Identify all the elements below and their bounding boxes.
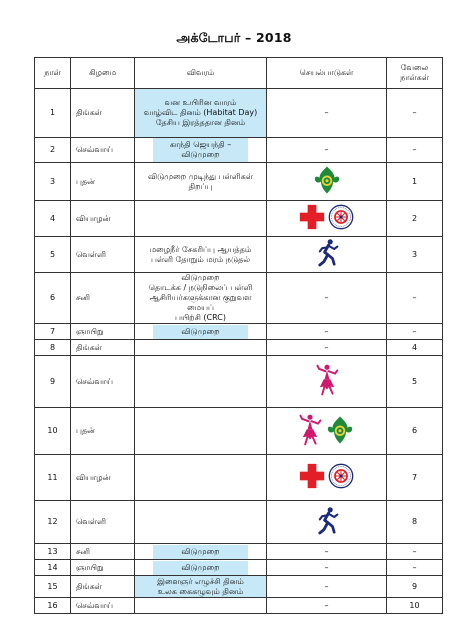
working-day-cell: – — [387, 273, 443, 324]
table-row — [35, 560, 443, 576]
working-day-cell: 9 — [387, 576, 443, 598]
activity-cell — [267, 89, 387, 138]
activity-text: – — [324, 581, 329, 591]
working-day-cell: – — [387, 544, 443, 560]
event-text: விடுமுறை — [181, 326, 220, 336]
details-cell — [135, 560, 267, 576]
dancer-icon — [298, 413, 322, 447]
table-row — [35, 237, 443, 273]
details-cell — [135, 544, 267, 560]
event-text: விடுமுறை — [181, 273, 220, 282]
details-cell — [135, 501, 267, 544]
activity-cell — [267, 598, 387, 614]
working-day-cell: 1 — [387, 163, 443, 201]
working-day-cell: 3 — [387, 237, 443, 273]
details-cell — [135, 576, 267, 598]
weekday-cell: சனி — [71, 544, 135, 560]
weekday-cell: வியாழன் — [71, 201, 135, 237]
activity-icons — [312, 165, 342, 195]
day-cell: 2 — [35, 138, 71, 163]
working-day-cell: 2 — [387, 201, 443, 237]
working-day-cell: – — [387, 89, 443, 138]
weekday-cell: செவ்வாய் — [71, 598, 135, 614]
weekday-cell: வெள்ளி — [71, 501, 135, 544]
activity-text: – — [324, 108, 329, 117]
event-text: உலக கைகழுவும் தினம் — [157, 586, 244, 596]
activity-cell — [267, 560, 387, 576]
details-cell — [135, 237, 267, 273]
event-text: விடுமுறை — [181, 546, 220, 556]
day-cell: 14 — [35, 560, 71, 576]
event-text: வன உயிரின வாரம் — [164, 98, 237, 107]
header-working-days-label: வேலை நாள்கள் — [400, 63, 429, 82]
table-row — [35, 408, 443, 455]
activity-icons — [299, 204, 354, 230]
weekday-cell: சனி — [71, 273, 135, 324]
activity-text: – — [324, 145, 329, 154]
activity-cell — [267, 576, 387, 598]
working-day-cell: 4 — [387, 340, 443, 356]
activity-cell — [267, 340, 387, 356]
dancer-icon — [315, 363, 339, 397]
table-row — [35, 598, 443, 614]
day-cell: 16 — [35, 598, 71, 614]
activity-cell — [267, 324, 387, 340]
page-title: அக்டோபர் – 2018 — [176, 30, 292, 45]
header-weekday: கிழமை — [71, 58, 135, 89]
header-date: நாள் — [35, 58, 71, 89]
working-day-cell: 10 — [387, 598, 443, 614]
table-row — [35, 138, 443, 163]
weekday-cell: செவ்வாய் — [71, 356, 135, 408]
activity-cell — [267, 237, 387, 273]
table-row — [35, 89, 443, 138]
weekday-cell: திங்கள் — [71, 340, 135, 356]
event-text: ஆசிரியர்களுக்கான குறுவள மையப் — [149, 293, 252, 312]
header-working-days — [387, 58, 443, 89]
details-cell — [135, 138, 267, 163]
weekday-cell: ஞாயிறு — [71, 324, 135, 340]
activity-icons — [298, 413, 355, 447]
table-row — [35, 340, 443, 356]
activity-icons — [315, 506, 339, 536]
event-text: தொடக்க / நடுநிலைப் பள்ளி — [148, 283, 253, 292]
event-text: இளைஞர் எழுச்சி தினம் — [157, 576, 244, 586]
working-day-cell: – — [387, 324, 443, 340]
activity-text: – — [324, 293, 329, 302]
activity-cell — [267, 273, 387, 324]
table-row — [35, 356, 443, 408]
table-row — [35, 576, 443, 598]
details-cell — [135, 324, 267, 340]
event-text: பயிற்சி (CRC) — [175, 313, 226, 322]
day-cell: 7 — [35, 324, 71, 340]
table-row — [35, 324, 443, 340]
activity-cell — [267, 544, 387, 560]
details-cell — [135, 273, 267, 324]
day-cell: 15 — [35, 576, 71, 598]
weekday-cell: வெள்ளி — [71, 237, 135, 273]
activity-cell — [267, 455, 387, 501]
weekday-cell: புதன் — [71, 163, 135, 201]
header-details: விவரம் — [135, 58, 267, 89]
table-row — [35, 273, 443, 324]
activity-text: – — [324, 600, 329, 610]
activity-cell — [267, 408, 387, 455]
scout-emblem-icon — [312, 165, 342, 195]
activity-cell — [267, 201, 387, 237]
jrc-emblem-icon — [328, 204, 354, 230]
day-cell: 10 — [35, 408, 71, 455]
event-text: விடுமுறை முடிந்து பள்ளிகள் திறப்பு — [148, 171, 253, 191]
details-cell — [135, 598, 267, 614]
details-cell — [135, 340, 267, 356]
header-row — [35, 58, 443, 89]
working-day-cell: 5 — [387, 356, 443, 408]
runner-icon — [315, 506, 339, 536]
details-cell — [135, 201, 267, 237]
working-day-cell: 8 — [387, 501, 443, 544]
event-text: காந்தி ஜெயந்தி – விடுமுறை — [169, 140, 232, 159]
details-cell — [135, 163, 267, 201]
day-cell: 8 — [35, 340, 71, 356]
activity-icons — [315, 238, 339, 268]
event-text: தேசிய இரத்ததான தினம் — [155, 118, 246, 127]
header-activities: செயல்பாடுகள் — [267, 58, 387, 89]
day-cell: 3 — [35, 163, 71, 201]
activity-text: – — [324, 562, 329, 572]
jrc-emblem-icon — [328, 463, 354, 489]
weekday-cell: ஞாயிறு — [71, 560, 135, 576]
event-text: பள்ளி தோறும் மரம் நடுதல் — [151, 254, 250, 264]
activity-icons — [315, 363, 339, 397]
working-day-cell: – — [387, 138, 443, 163]
weekday-cell: புதன் — [71, 408, 135, 455]
table-row — [35, 501, 443, 544]
activity-text: – — [324, 326, 329, 336]
weekday-cell: செவ்வாய் — [71, 138, 135, 163]
day-cell: 4 — [35, 201, 71, 237]
table-row — [35, 201, 443, 237]
day-cell: 1 — [35, 89, 71, 138]
red-cross-icon — [299, 463, 325, 489]
holiday-highlight — [153, 138, 248, 162]
event-text: விடுமுறை — [181, 562, 220, 572]
runner-icon — [315, 238, 339, 268]
table-row — [35, 455, 443, 501]
working-day-cell: 7 — [387, 455, 443, 501]
scout-emblem-icon — [325, 415, 355, 445]
day-cell: 9 — [35, 356, 71, 408]
details-cell — [135, 89, 267, 138]
day-cell: 6 — [35, 273, 71, 324]
day-cell: 11 — [35, 455, 71, 501]
holiday-highlight — [153, 561, 248, 575]
activity-cell — [267, 356, 387, 408]
details-cell — [135, 408, 267, 455]
activity-cell — [267, 163, 387, 201]
holiday-highlight — [153, 325, 248, 339]
weekday-cell: திங்கள் — [71, 576, 135, 598]
activity-cell — [267, 501, 387, 544]
table-row — [35, 163, 443, 201]
details-cell — [135, 455, 267, 501]
working-day-cell: – — [387, 560, 443, 576]
calendar-table — [34, 57, 443, 614]
activity-icons — [299, 463, 354, 489]
weekday-cell: வியாழன் — [71, 455, 135, 501]
working-day-cell: 6 — [387, 408, 443, 455]
details-cell — [135, 356, 267, 408]
event-text: மழைநீர் சேகரிப்பு ஆயத்தம் — [149, 244, 252, 254]
red-cross-icon — [299, 204, 325, 230]
day-cell: 5 — [35, 237, 71, 273]
day-cell: 13 — [35, 544, 71, 560]
event-text: வாழ்விட தினம் (Habitat Day) — [143, 108, 258, 117]
table-row — [35, 544, 443, 560]
weekday-cell: திங்கள் — [71, 89, 135, 138]
day-cell: 12 — [35, 501, 71, 544]
activity-cell — [267, 138, 387, 163]
holiday-highlight — [153, 545, 248, 559]
activity-text: – — [324, 546, 329, 556]
activity-text: – — [324, 342, 329, 352]
